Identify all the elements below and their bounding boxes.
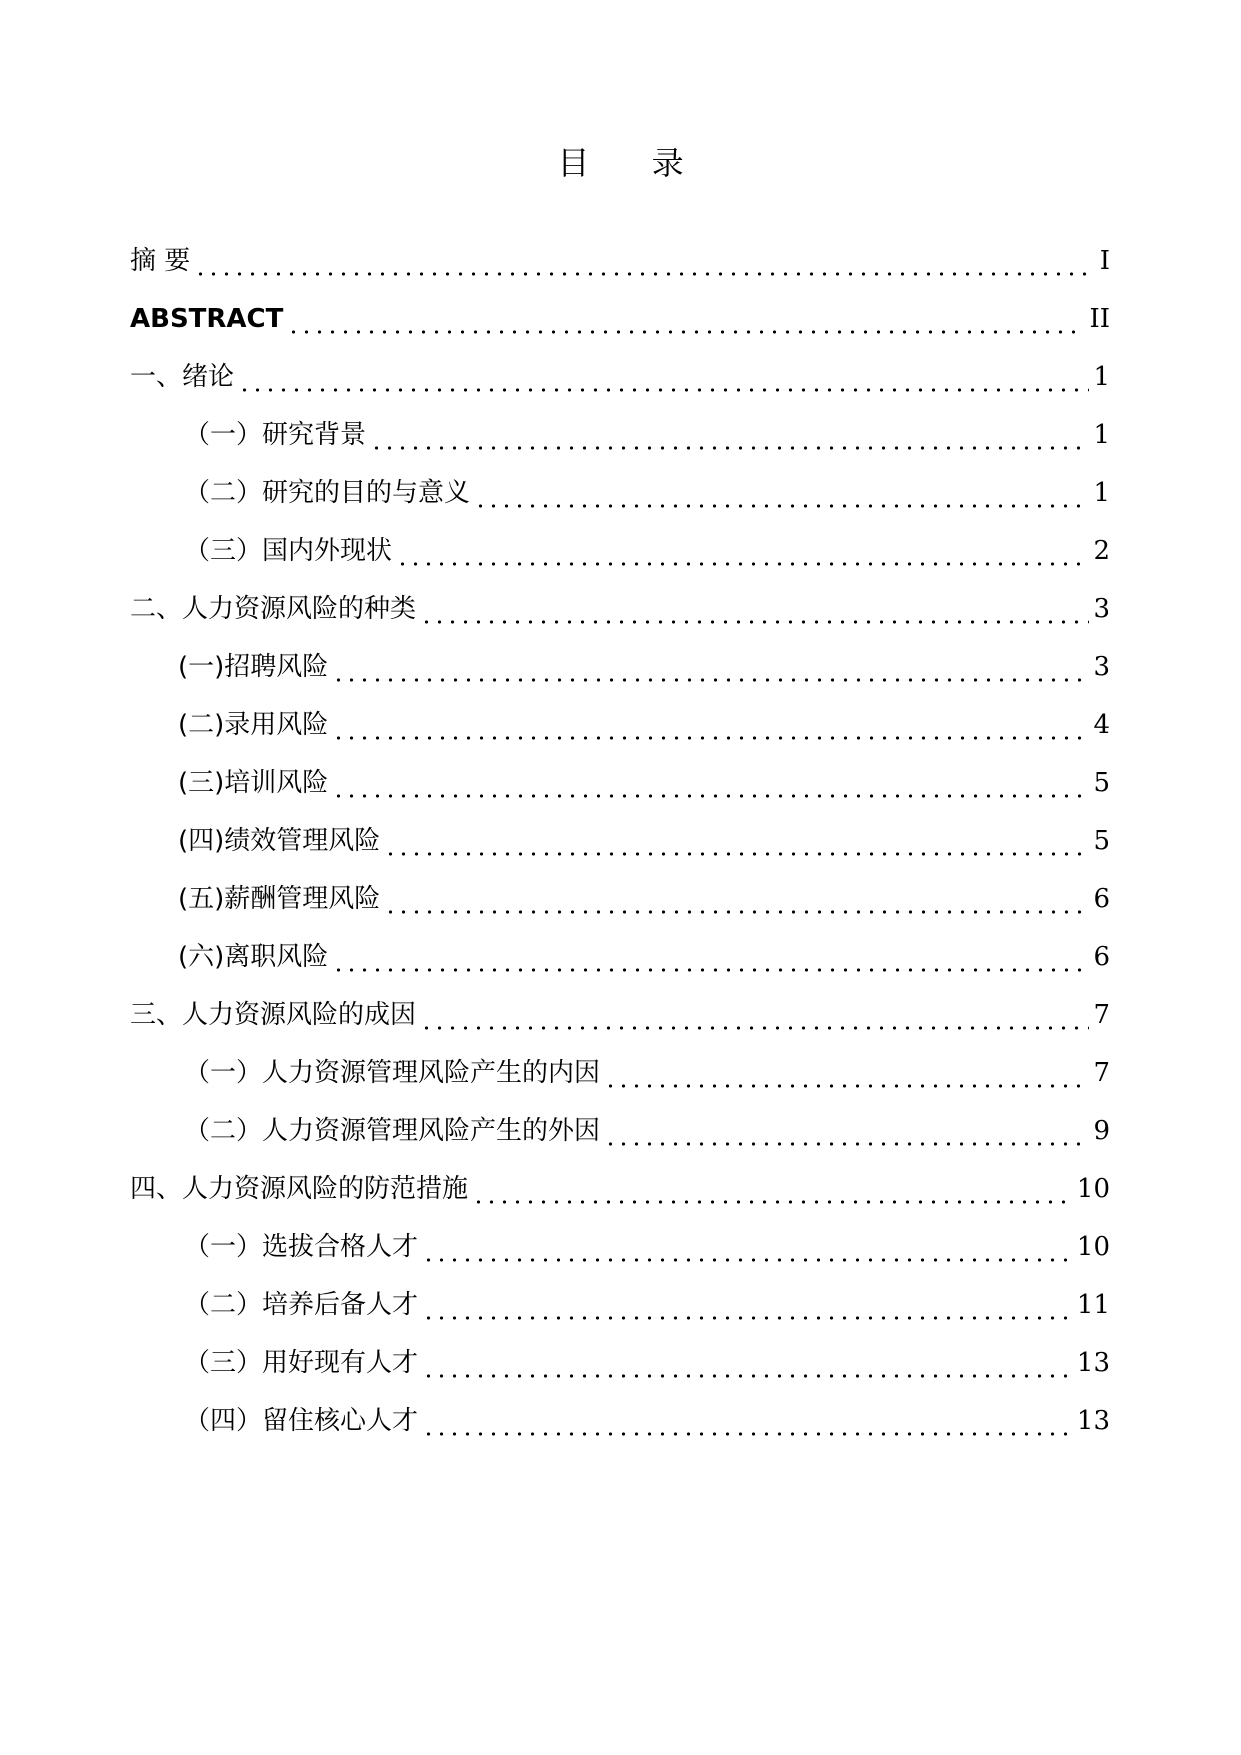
toc-entry-label: （一）研究背景: [184, 420, 367, 450]
toc-entry-chapter-1[interactable]: [130, 359, 1110, 395]
toc-entry-section-3-2[interactable]: [184, 1113, 1110, 1149]
toc-entry-label: （三）国内外现状: [184, 536, 393, 566]
toc-entry-label: 二、人力资源风险的种类: [130, 594, 417, 624]
toc-entry-page: 2: [1093, 536, 1110, 566]
dot-leader: [422, 1229, 1073, 1265]
toc-entry-label: (一)招聘风险: [178, 652, 329, 682]
dot-leader: [194, 243, 1095, 279]
toc-entry-section-4-4[interactable]: [184, 1403, 1110, 1439]
toc-entry-label: 摘 要: [130, 246, 191, 276]
toc-entry-label: 四、人力资源风险的防范措施: [130, 1174, 469, 1204]
toc-entry-chapter-2[interactable]: [130, 591, 1110, 627]
toc-entry-section-4-2[interactable]: [184, 1287, 1110, 1323]
dot-leader: [604, 1113, 1089, 1149]
toc-entry-page: 4: [1093, 710, 1110, 740]
toc-entry-page: 3: [1093, 594, 1110, 624]
dot-leader: [332, 707, 1089, 743]
dot-leader: [287, 301, 1085, 337]
dot-leader: [472, 1171, 1073, 1207]
toc-entry-section-3-1[interactable]: [184, 1055, 1110, 1091]
toc-entry-section-2-4[interactable]: [178, 823, 1110, 859]
toc-entry-label: (五)薪酬管理风险: [178, 884, 381, 914]
dot-leader: [332, 649, 1089, 685]
dot-leader: [474, 475, 1089, 511]
dot-leader: [332, 939, 1089, 975]
toc-entry-page: 11: [1076, 1290, 1110, 1320]
toc-entry-page: II: [1089, 304, 1110, 334]
toc-entry-label: （二）人力资源管理风险产生的外因: [184, 1116, 601, 1146]
toc-entry-page: 6: [1093, 942, 1110, 972]
dot-leader: [604, 1055, 1089, 1091]
toc-entry-label: ABSTRACT: [130, 304, 284, 334]
toc-entry-section-2-5[interactable]: [178, 881, 1110, 917]
toc-entry-section-2-6[interactable]: [178, 939, 1110, 975]
toc-entry-label: (三)培训风险: [178, 768, 329, 798]
toc-entry-page: 3: [1093, 652, 1110, 682]
dot-leader: [420, 591, 1089, 627]
toc-entry-section-1-2[interactable]: [184, 475, 1110, 511]
dot-leader: [384, 823, 1089, 859]
toc-entry-page: 7: [1093, 1058, 1110, 1088]
toc-entry-label: (四)绩效管理风险: [178, 826, 381, 856]
dot-leader: [422, 1287, 1073, 1323]
toc-entry-label: 三、人力资源风险的成因: [130, 1000, 417, 1030]
dot-leader: [370, 417, 1089, 453]
toc-entry-page: 5: [1093, 826, 1110, 856]
toc-entry-page: 13: [1076, 1348, 1110, 1378]
toc-entry-label: （一）选拔合格人才: [184, 1232, 419, 1262]
toc-entry-section-2-3[interactable]: [178, 765, 1110, 801]
dot-leader: [420, 997, 1089, 1033]
toc-entry-label: (二)录用风险: [178, 710, 329, 740]
toc-entry-chapter-3[interactable]: [130, 997, 1110, 1033]
toc-entry-label: (六)离职风险: [178, 942, 329, 972]
toc-entry-section-4-1[interactable]: [184, 1229, 1110, 1265]
toc-entry-label: （二）培养后备人才: [184, 1290, 419, 1320]
dot-leader: [332, 765, 1089, 801]
toc-title: 目 录: [557, 144, 710, 182]
dot-leader: [396, 533, 1089, 569]
toc-entry-label: （四）留住核心人才: [184, 1406, 419, 1436]
toc-entry-page: 1: [1093, 362, 1110, 392]
toc-entry-section-1-1[interactable]: [184, 417, 1110, 453]
toc-entry-page: 10: [1076, 1174, 1110, 1204]
toc-entry-abstract-en[interactable]: [130, 301, 1110, 337]
dot-leader: [422, 1345, 1073, 1381]
toc-entry-page: 5: [1093, 768, 1110, 798]
toc-entry-page: 6: [1093, 884, 1110, 914]
toc-entry-section-2-1[interactable]: [178, 649, 1110, 685]
toc-entry-page: I: [1099, 246, 1110, 276]
toc-entry-label: 一、绪论: [130, 362, 235, 392]
toc-entry-label: （一）人力资源管理风险产生的内因: [184, 1058, 601, 1088]
toc-entry-label: （三）用好现有人才: [184, 1348, 419, 1378]
toc-entry-page: 7: [1093, 1000, 1110, 1030]
toc-entry-section-4-3[interactable]: [184, 1345, 1110, 1381]
toc-entry-abstract-cn[interactable]: [130, 243, 1110, 279]
toc-entry-page: 13: [1076, 1406, 1110, 1436]
toc-entry-chapter-4[interactable]: [130, 1171, 1110, 1207]
toc-entry-section-1-3[interactable]: [184, 533, 1110, 569]
dot-leader: [384, 881, 1089, 917]
toc-entry-page: 1: [1093, 478, 1110, 508]
toc-entry-label: （二）研究的目的与意义: [184, 478, 471, 508]
dot-leader: [238, 359, 1089, 395]
toc-entry-page: 1: [1093, 420, 1110, 450]
toc-entry-section-2-2[interactable]: [178, 707, 1110, 743]
dot-leader: [422, 1403, 1073, 1439]
toc-entry-page: 10: [1076, 1232, 1110, 1262]
toc-entry-page: 9: [1093, 1116, 1110, 1146]
